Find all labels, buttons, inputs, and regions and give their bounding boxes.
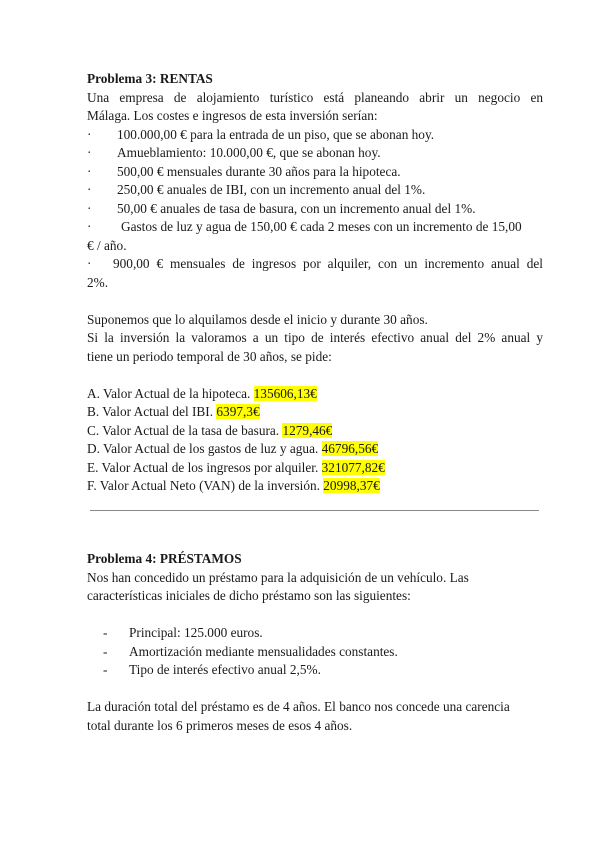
blank-line — [87, 366, 543, 385]
problem-4-title: Problema 4: PRÉSTAMOS — [87, 551, 242, 566]
problem-4-intro-line-1: Nos han concedido un préstamo para la adquisición de un vehículo. Las — [87, 569, 469, 585]
question-c — [87, 422, 543, 441]
loan-term-item — [87, 661, 543, 680]
bullet-mark: · — [87, 163, 92, 179]
highlighted-answer: 46796,56€ — [321, 441, 379, 456]
duration-line-2: total durante los 6 primeros meses de esos 4 años. — [87, 717, 353, 733]
income-bullet — [87, 255, 543, 274]
rate-line-1: Si la inversión la valoramos a un tipo de interés efectivo anual del 2% anual y — [87, 330, 543, 345]
cost-bullet — [87, 181, 543, 200]
cost-bullet-continuation: € / año. — [87, 237, 127, 253]
loan-term-text: Tipo de interés efectivo anual 2,5%. — [129, 662, 321, 677]
rate-line-2: tiene un periodo temporal de 30 años, se pide: — [87, 348, 332, 364]
highlighted-answer: 135606,13€ — [253, 385, 317, 401]
bullet-mark: · — [87, 182, 92, 197]
problem-4-section — [87, 550, 543, 735]
problem-3-title: Problema 3: RENTAS — [87, 71, 213, 86]
cost-bullet — [87, 144, 543, 163]
bullet-mark: · — [87, 219, 92, 234]
cost-bullet-text: Amueblamiento: 10.000,00 €, que se abonan hoy. — [117, 145, 381, 160]
question-text: B. Valor Actual del IBI. — [87, 404, 214, 419]
cost-bullet — [87, 200, 543, 219]
bullet-mark: · — [87, 145, 92, 160]
question-text: E. Valor Actual de los ingresos por alquiler. — [87, 459, 319, 475]
section-divider — [90, 510, 539, 511]
bullet-mark: · — [87, 256, 92, 271]
blank-line — [87, 606, 543, 625]
problem-4-intro-line-2: características iniciales de dicho préstamo son las siguientes: — [87, 588, 411, 603]
question-text: A. Valor Actual de la hipoteca. — [87, 385, 251, 401]
question-d — [87, 440, 543, 459]
problem-3-section — [87, 70, 543, 496]
cost-bullet — [87, 163, 543, 182]
loan-term-text: Principal: 125.000 euros. — [129, 625, 263, 640]
cost-bullet-text: 250,00 € anuales de IBI, con un incremento anual del 1%. — [117, 182, 426, 197]
blank-line — [87, 680, 543, 699]
cost-bullet-text: 100.000,00 € para la entrada de un piso, que se abonan hoy. — [117, 126, 435, 142]
loan-term-item — [87, 643, 543, 662]
question-e — [87, 459, 543, 478]
duration-line-1: La duración total del préstamo es de 4 años. El banco nos concede una carencia — [87, 699, 510, 714]
cost-bullet — [87, 218, 543, 237]
cost-bullet — [87, 126, 543, 145]
cost-bullet-text: Gastos de luz y agua de 150,00 € cada 2 meses con un incremento de 15,00 — [121, 219, 522, 234]
loan-term-text: Amortización mediante mensualidades constantes. — [129, 643, 398, 659]
question-a — [87, 385, 543, 404]
question-text: F. Valor Actual Neto (VAN) de la inversión. — [87, 478, 320, 493]
question-text: D. Valor Actual de los gastos de luz y agua. — [87, 441, 319, 456]
bullet-mark: · — [87, 200, 92, 216]
highlighted-answer: 321077,82€ — [321, 459, 385, 475]
question-b — [87, 403, 543, 422]
highlighted-answer: 1279,46€ — [282, 422, 333, 438]
question-f — [87, 477, 543, 496]
highlighted-answer: 6397,3€ — [216, 404, 260, 419]
blank-line — [87, 292, 543, 311]
dash-mark: - — [103, 643, 108, 659]
dash-mark: - — [103, 625, 108, 640]
income-bullet-text: 900,00 € mensuales de ingresos por alquiler, con un incremento anual del — [113, 256, 543, 271]
bullet-mark: · — [87, 126, 92, 142]
cost-bullet-text: 500,00 € mensuales durante 30 años para la hipoteca. — [117, 163, 401, 179]
highlighted-answer: 20998,37€ — [323, 478, 380, 493]
cost-bullet-text: 50,00 € anuales de tasa de basura, con un incremento anual del 1%. — [117, 200, 476, 216]
problem-3-intro-line-1: Una empresa de alojamiento turístico está planeando abrir un negocio en — [87, 89, 543, 105]
income-bullet-continuation: 2%. — [87, 274, 109, 290]
loan-term-item — [87, 624, 543, 643]
question-text: C. Valor Actual de la tasa de basura. — [87, 422, 280, 438]
assumption-line: Suponemos que lo alquilamos desde el inicio y durante 30 años. — [87, 311, 428, 327]
dash-mark: - — [103, 662, 108, 677]
problem-3-intro-line-2: Málaga. Los costes e ingresos de esta inversión serían: — [87, 108, 378, 123]
